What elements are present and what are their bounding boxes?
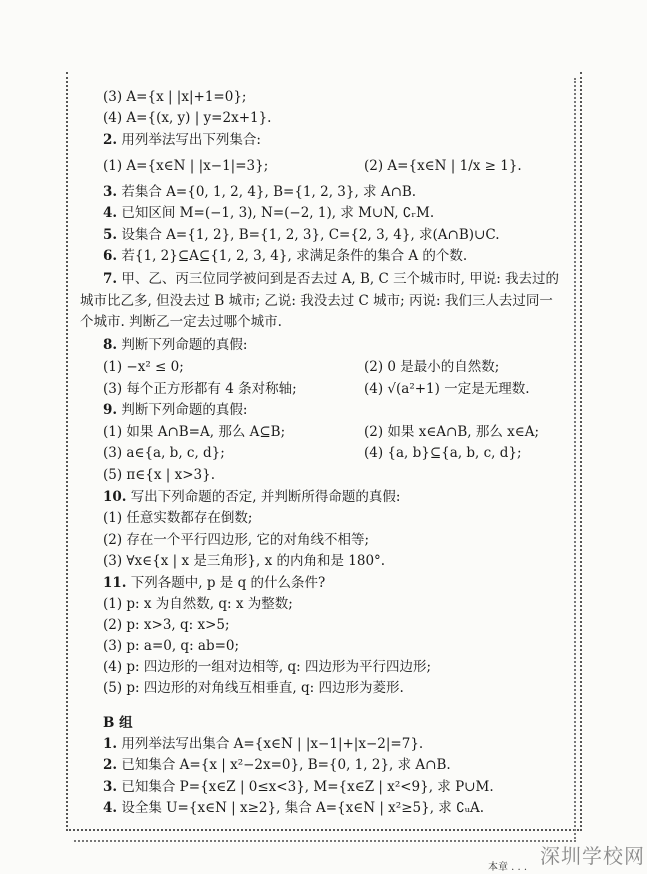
- exercise-9-1: (1) 如果 A∩B=A, 那么 A⊆B;: [103, 424, 286, 440]
- exercise-2-2: (2) A={x∈N | 1/x ≥ 1}.: [364, 158, 522, 174]
- q-text: 已知区间 M=(−1, 3), N=(−2, 1), 求 M∪N, ∁ᵣM.: [121, 205, 435, 221]
- exercise-5: [103, 226, 500, 244]
- group-b-heading: B 组: [103, 715, 133, 731]
- q-text: 设全集 U={x∈N | x≥2}, 集合 A={x∈N | x²≥5}, 求 ∁ᵤA.: [121, 800, 485, 816]
- exercise-b2: [103, 756, 451, 774]
- exercise-7-cont: 个城市. 判断乙一定去过哪个城市.: [80, 314, 282, 330]
- exercise-9-5: (5) π∈{x | x>3}.: [103, 467, 216, 483]
- q-text: 若{1, 2}⊆A⊆{1, 2, 3, 4}, 求满足条件的集合 A 的个数.: [121, 248, 468, 264]
- q-text: 下列各题中, p 是 q 的什么条件?: [130, 575, 326, 591]
- exercise-8-2: (2) 0 是最小的自然数;: [364, 359, 500, 375]
- exercise-11-1: (1) p: x 为自然数, q: x 为整数;: [103, 596, 293, 612]
- q-number: 7.: [103, 271, 118, 287]
- exercise-2-1: (1) A={x∈N | |x−1|=3};: [103, 158, 269, 174]
- exercise-11: [103, 574, 325, 592]
- q-number: 2.: [103, 132, 118, 148]
- q-text: 写出下列命题的否定, 并判断所得命题的真假:: [130, 489, 401, 505]
- exercise-b3: [103, 778, 494, 796]
- q-text: 判断下列命题的真假:: [121, 337, 248, 353]
- exercise-1-4: (4) A={(x, y) | y=2x+1}.: [103, 110, 272, 126]
- exercise-10-2: (2) 存在一个平行四边形, 它的对角线不相等;: [103, 532, 370, 548]
- exercise-9-2: (2) 如果 x∈A∩B, 那么 x∈A;: [364, 424, 540, 440]
- exercise-11-2: (2) p: x>3, q: x>5;: [103, 617, 230, 633]
- exercise-6: [103, 247, 467, 265]
- q-text: 用列举法写出下列集合:: [121, 132, 261, 148]
- q-number: 2.: [103, 757, 118, 773]
- q-text: 判断下列命题的真假:: [121, 402, 248, 418]
- q-number: 3.: [103, 779, 118, 795]
- exercise-7: [103, 270, 559, 288]
- q-text: 已知集合 P={x∈Z | 0≤x<3}, M={x∈Z | x²<9}, 求 P∪M.: [121, 779, 494, 795]
- q-number: 5.: [103, 227, 118, 243]
- exercise-9-3: (3) a∈{a, b, c, d};: [103, 445, 225, 461]
- q-number: 3.: [103, 184, 118, 200]
- exercise-3: [103, 183, 416, 201]
- q-number: 1.: [103, 736, 118, 752]
- q-number: 6.: [103, 248, 118, 264]
- q-number: 9.: [103, 402, 118, 418]
- exercise-b1: [103, 735, 423, 753]
- exercise-11-4: (4) p: 四边形的一组对边相等, q: 四边形为平行四边形;: [103, 659, 432, 675]
- exercise-8: [103, 336, 247, 354]
- exercise-1-3: (3) A={x | |x|+1=0};: [103, 89, 247, 105]
- exercise-8-3: (3) 每个正方形都有 4 条对称轴;: [103, 381, 297, 397]
- exercise-9-4: (4) {a, b}⊆{a, b, c, d};: [364, 445, 522, 461]
- q-number: 10.: [103, 489, 127, 505]
- q-text: 已知集合 A={x | x²−2x=0}, B={0, 1, 2}, 求 A∩B.: [121, 757, 451, 773]
- exercise-11-5: (5) p: 四边形的对角线互相垂直, q: 四边形为菱形.: [103, 680, 404, 696]
- watermark: 深圳学校网: [540, 844, 645, 868]
- exercise-8-1: (1) −x² ≤ 0;: [103, 359, 184, 375]
- q-number: 4.: [103, 205, 118, 221]
- q-text: 设集合 A={1, 2}, B={1, 2, 3}, C={2, 3, 4}, 求(A∩B)∪C.: [121, 227, 500, 243]
- q-text: 用列举法写出集合 A={x∈N | |x−1|+|x−2|=7}.: [121, 736, 424, 752]
- page-footer: 本章 . . .: [488, 862, 528, 873]
- q-number: 11.: [103, 575, 127, 591]
- exercise-9: [103, 401, 247, 419]
- q-number: 4.: [103, 800, 118, 816]
- q-number: 8.: [103, 337, 118, 353]
- q-text: 若集合 A={0, 1, 2, 4}, B={1, 2, 3}, 求 A∩B.: [121, 184, 417, 200]
- exercise-4: [103, 204, 434, 222]
- exercise-b4: [103, 799, 484, 817]
- exercise-2: [103, 131, 261, 149]
- exercise-8-4: (4) √(a²+1) 一定是无理数.: [364, 381, 530, 397]
- exercise-7-cont: 城市比乙多, 但没去过 B 城市; 乙说: 我没去过 C 城市; 丙说: 我们三人去过同一: [80, 293, 553, 309]
- exercise-10: [103, 488, 400, 506]
- exercise-10-1: (1) 任意实数都存在倒数;: [103, 510, 253, 526]
- q-text: 甲、乙、丙三位同学被问到是否去过 A, B, C 三个城市时, 甲说: 我去过的: [121, 271, 560, 287]
- exercise-11-3: (3) p: a=0, q: ab=0;: [103, 638, 240, 654]
- exercise-10-3: (3) ∀x∈{x | x 是三角形}, x 的内角和是 180°.: [103, 553, 386, 569]
